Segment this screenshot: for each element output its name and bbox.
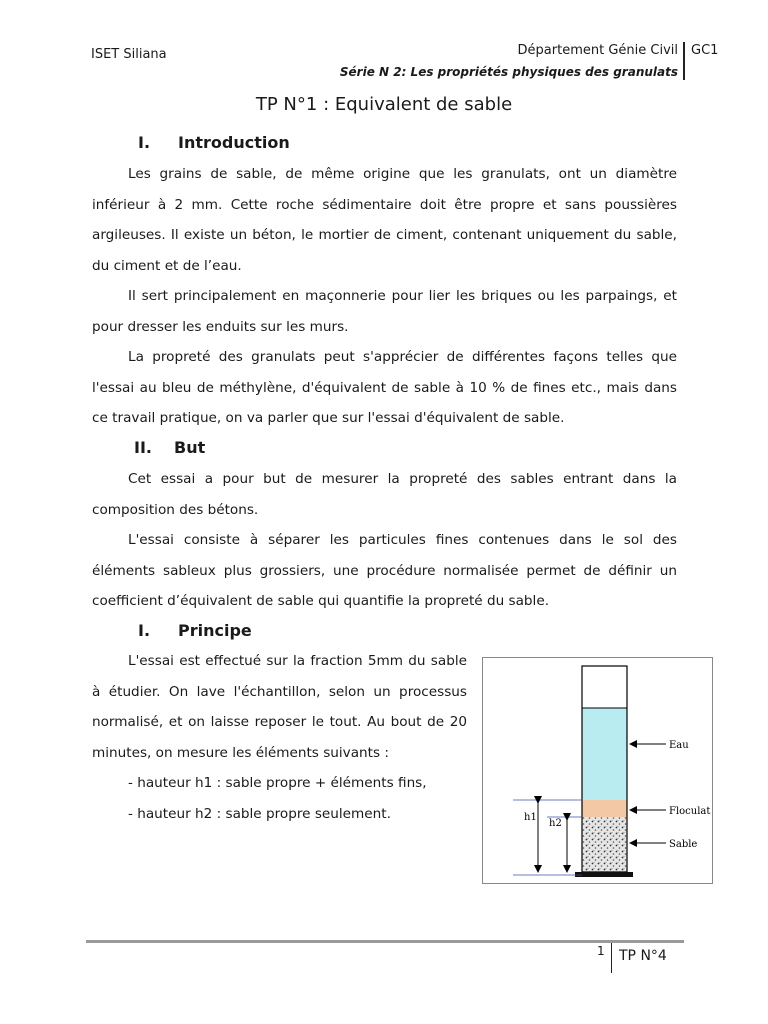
header-divider	[683, 42, 685, 80]
paragraph: L'essai est effectué sur la fraction 5mm du sable à étudier. On lave l'échantillon, selon un processus normalisé, et on laisse reposer le tout. Au bout de 20 minutes, on mesure les éléments suivants :	[92, 653, 467, 761]
section-title: But	[174, 438, 206, 457]
section-number: I.	[138, 621, 151, 640]
department-name: Département Génie Civil	[517, 43, 678, 58]
paragraph: Les grains de sable, de même origine que les granulats, ont un diamètre inférieur à 2 mm. Cette roche sédimentaire doit être propre et sans poussières argileuses. Il existe un béton, le mortier de ciment, contenant uniquement du sable, du ciment et de l’eau.	[92, 166, 677, 274]
section-number: I.	[138, 133, 151, 152]
paragraph: Il sert principalement en maçonnerie pour lier les briques ou les parpaings, et pour dresser les enduits sur les murs.	[92, 288, 677, 335]
section-title: Introduction	[178, 133, 290, 152]
series-title: Série N 2: Les propriétés physiques des granulats	[339, 65, 678, 79]
document-title: TP N°1 : Equivalent de sable	[255, 94, 513, 115]
sand-layer	[582, 817, 627, 872]
sable-label: Sable	[669, 839, 698, 850]
sand-equivalent-figure	[482, 657, 713, 884]
floculat-layer	[582, 800, 627, 817]
floculat-label: Floculat	[669, 806, 711, 817]
h1-label: h1	[524, 812, 537, 823]
section-title: Principe	[178, 621, 252, 640]
section-heading-but	[134, 438, 205, 457]
section-heading-introduction	[138, 133, 290, 152]
class-code: GC1	[691, 43, 719, 58]
paragraph: - hauteur h1 : sable propre + éléments fins,	[128, 775, 427, 791]
introduction-body	[92, 159, 677, 434]
eau-label: Eau	[669, 740, 689, 751]
cylinder-diagram	[483, 658, 712, 883]
cylinder-base	[575, 872, 633, 877]
principe-body	[92, 646, 467, 829]
but-body	[92, 464, 677, 617]
paragraph: - hauteur h2 : sable propre seulement.	[128, 805, 391, 822]
water-layer	[582, 708, 627, 800]
h2-label: h2	[549, 818, 562, 829]
footer-rule	[86, 940, 684, 943]
paragraph: Cet essai a pour but de mesurer la propreté des sables entrant dans la composition des bétons.	[92, 471, 677, 518]
page-number: 1	[597, 944, 605, 958]
section-number: II.	[134, 438, 152, 457]
paragraph: La propreté des granulats peut s'apprécier de différentes façons telles que l'essai au bleu de méthylène, d'équivalent de sable à 10 % de fines etc., mais dans ce travail pratique, on va parler que sur l'essai d'équivalent de sable.	[92, 349, 677, 426]
institution-name: ISET Siliana	[91, 47, 167, 62]
footer-divider	[611, 943, 612, 973]
section-heading-principe	[138, 621, 252, 640]
footer-tp-label: TP N°4	[619, 948, 667, 964]
paragraph: L'essai consiste à séparer les particules fines contenues dans le sol des éléments sableux plus grossiers, une procédure normalisée permet de définir un coefficient d’équivalent de sable qui quantifie la propreté du sable.	[92, 532, 677, 609]
